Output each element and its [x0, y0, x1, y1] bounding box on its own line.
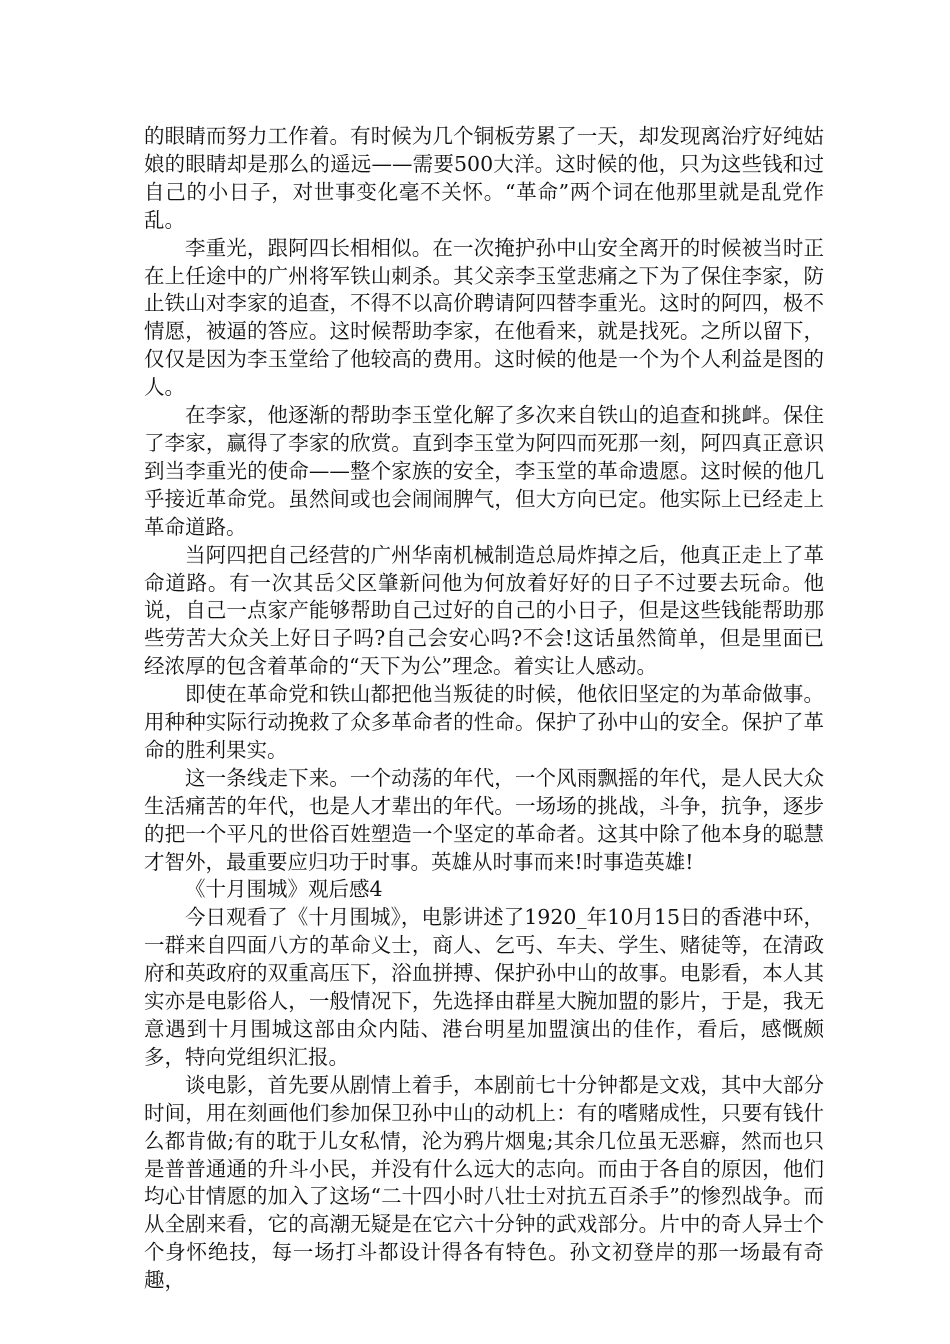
paragraph: 李重光，跟阿四长相相似。在一次掩护孙中山安全离开的时候被当时正在上任途中的广州将军铁山刺杀。其父亲李玉堂悲痛之下为了保住李家，防止铁山对李家的追查，不得不以高价聘请阿四替李重光。这时的阿四，极不情愿，被逼的答应。这时候帮助李家，在他看来，就是找死。之所以留下，仅仅是因为李玉堂给了他较高的费用。这时候的他是一个为个人利益是图的人。 [144, 235, 824, 400]
paragraph: 的眼睛而努力工作着。有时候为几个铜板劳累了一天，却发现离治疗好纯姑娘的眼睛却是那么的遥远——需要500大洋。这时候的他，只为这些钱和过自己的小日子，对世事变化毫不关怀。“革命”两个词在他那里就是乱党作乱。 [144, 124, 824, 232]
paragraph: 即使在革命党和铁山都把他当叛徒的时候，他依旧坚定的为革命做事。用种种实际行动挽救了众多革命者的性命。保护了孙中山的安全。保护了革命的胜利果实。 [144, 682, 824, 762]
document-body [144, 123, 824, 1295]
paragraph: 在李家，他逐渐的帮助李玉堂化解了多次来自铁山的追查和挑衅。保住了李家，赢得了李家的欣赏。直到李玉堂为阿四而死那一刻，阿四真正意识到当李重光的使命——整个家族的安全，李玉堂的革命遗愿。这时候的他几乎接近革命党。虽然间或也会闹闹脾气，但大方向已定。他实际上已经走上革命道路。 [144, 403, 824, 539]
paragraph: 谈电影，首先要从剧情上着手，本剧前七十分钟都是文戏，其中大部分时间，用在刻画他们参加保卫孙中山的动机上：有的嗜赌成性，只要有钱什么都肯做;有的耽于儿女私情，沦为鸦片烟鬼;其余几位虽无恶癖，然而也只是普普通通的升斗小民，并没有什么远大的志向。而由于各自的原因，他们均心甘情愿的加入了这场“二十四小时八壮士对抗五百杀手”的惨烈战争。而从全剧来看，它的高潮无疑是在它六十分钟的武戏部分。片中的奇人异士个个身怀绝技，每一场打斗都设计得各有特色。孙文初登岸的那一场最有奇趣， [144, 1072, 824, 1293]
paragraph: 这一条线走下来。一个动荡的年代，一个风雨飘摇的年代，是人民大众生活痛苦的年代，也是人才辈出的年代。一场场的挑战，斗争，抗争，逐步的把一个平凡的世俗百姓塑造一个坚定的革命者。这其中除了他本身的聪慧才智外，最重要应归功于时事。英雄从时事而来!时事造英雄! [144, 765, 824, 874]
paragraph: 今日观看了《十月围城》，电影讲述了1920_年10月15日的香港中环，一群来自四面八方的革命义士，商人、乞丐、车夫、学生、赌徒等，在清政府和英政府的双重高压下，浴血拼搏、保护孙中山的故事。电影看，本人其实亦是电影俗人，一般情况下，先选择由群星大腕加盟的影片，于是，我无意遇到十月围城这部由众内陆、港台明星加盟演出的佳作，看后，感慨颇多，特向党组织汇报。 [144, 905, 824, 1069]
paragraph: 当阿四把自己经营的广州华南机械制造总局炸掉之后，他真正走上了革命道路。有一次其岳父区肇新问他为何放着好好的日子不过要去玩命。他说，自己一点家产能够帮助自己过好的自己的小日子，但是这些钱能帮助那些劳苦大众关上好日子吗?自己会安心吗?不会!这话虽然简单，但是里面已经浓厚的包含着革命的“天下为公”理念。着实让人感动。 [144, 542, 824, 679]
section-heading: 《十月围城》观后感4 [185, 877, 383, 902]
